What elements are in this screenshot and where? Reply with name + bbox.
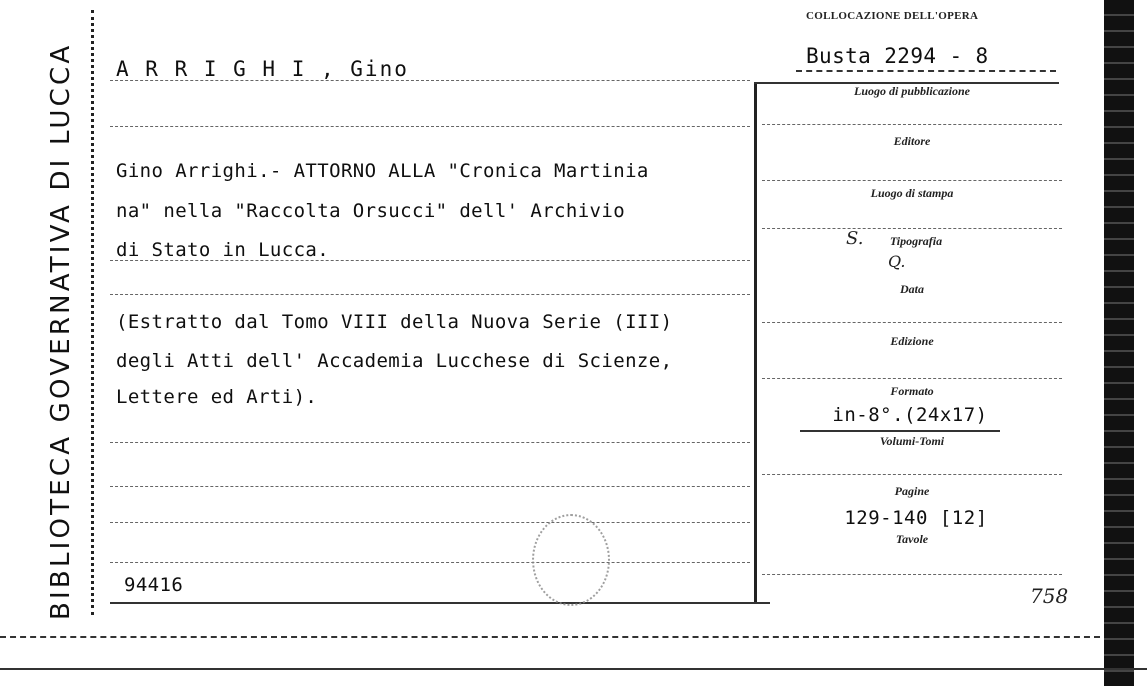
collocation-label: COLLOCAZIONE DELL'OPERA <box>806 10 979 22</box>
author-heading: A R R I G H I , Gino <box>116 57 409 81</box>
inventory-number: 94416 <box>124 574 184 596</box>
bottom-rule <box>110 602 770 604</box>
ruled-line <box>762 322 1062 323</box>
ruled-line <box>110 294 750 295</box>
note-line-3: Lettere ed Arti). <box>116 386 318 408</box>
field-edizione: Edizione <box>890 334 934 348</box>
ruled-line <box>110 522 750 523</box>
library-name-vertical: BIBLIOTECA GOVERNATIVA DI LUCCA <box>46 42 76 620</box>
ruled-line <box>762 574 1062 575</box>
field-tavole: Tavole <box>895 532 929 546</box>
library-stamp <box>532 514 610 606</box>
shelfmark: Busta 2294 - 8 <box>806 44 989 68</box>
ruled-line <box>762 378 1062 379</box>
title-line-2: na" nella "Raccolta Orsucci" dell' Archivio <box>116 200 626 222</box>
field-luogo-stampa: Luogo di stampa <box>870 186 954 200</box>
tipografia-annotation: S. <box>846 228 864 249</box>
field-editore: Editore <box>893 134 931 148</box>
tipografia-annotation-2: Q. <box>888 252 906 271</box>
card-edge-shadow <box>1104 0 1134 686</box>
handwritten-note: 758 <box>1030 584 1069 608</box>
ruled-line <box>110 126 750 127</box>
note-line-1: (Estratto dal Tomo VIII della Nuova Serie (III) <box>116 311 673 333</box>
field-tipografia: Tipografia <box>889 234 943 248</box>
formato-underline <box>800 430 1000 432</box>
note-line-2: degli Atti dell' Accademia Lucchese di Scienze, <box>116 350 673 372</box>
pagine-value: 129-140 [12] <box>844 507 988 529</box>
ruled-line <box>110 442 750 443</box>
field-luogo-pubblicazione: Luogo di pubblicazione <box>853 84 970 98</box>
ruled-line <box>110 80 750 81</box>
field-volumi-tomi: Volumi-Tomi <box>879 434 945 448</box>
ruled-line <box>110 562 750 563</box>
card-bottom-dash <box>0 636 1100 638</box>
shelfmark-rule <box>796 70 1056 72</box>
card-bottom-edge <box>0 668 1147 670</box>
field-formato: Formato <box>890 384 934 398</box>
title-line-1: Gino Arrighi.- ATTORNO ALLA "Cronica Martinia <box>116 160 649 182</box>
title-line-3: di Stato in Lucca. <box>116 239 330 261</box>
field-column-rule <box>754 82 757 602</box>
ruled-line <box>110 260 750 261</box>
formato-value: in-8°.(24x17) <box>832 404 988 426</box>
ruled-line <box>762 180 1062 181</box>
left-margin-rule <box>91 10 97 615</box>
ruled-line <box>762 124 1062 125</box>
field-data: Data <box>900 282 924 296</box>
ruled-line <box>762 474 1062 475</box>
field-pagine: Pagine <box>894 484 930 498</box>
ruled-line <box>110 486 750 487</box>
ruled-line <box>762 228 1062 229</box>
